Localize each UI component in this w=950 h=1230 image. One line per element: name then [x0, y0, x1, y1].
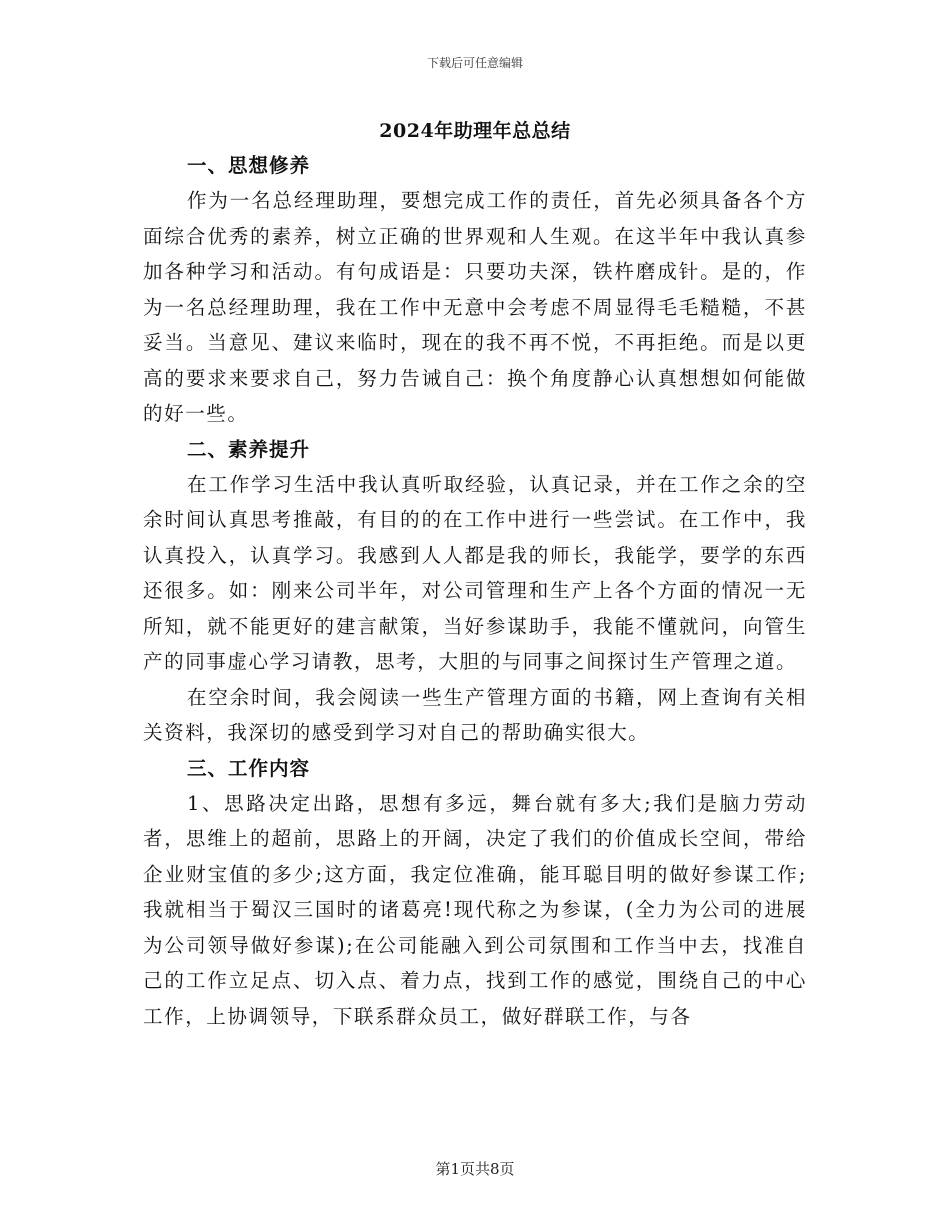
header-note: 下载后可任意编辑: [426, 56, 523, 70]
paragraph: 在空余时间，我会阅读一些生产管理方面的书籍，网上查询有关相关资料，我深切的感受到学习对自己的帮助确实很大。: [143, 685, 807, 744]
paragraph: 在工作学习生活中我认真听取经验，认真记录，并在工作之余的空余时间认真思考推敲，有目的的在工作中进行一些尝试。在工作中，我认真投入，认真学习。我感到人人都是我的师长，我能学，要学的东西还很多。如：刚来公司半年，对公司管理和生产上各个方面的情况一无所知，就不能更好的建言献策，当好参谋助手，我能不懂就问，向管生产的同事虚心学习请教，思考，大胆的与同事之间探讨生产管理之道。: [143, 472, 807, 673]
page-number: 第1页共8页: [435, 1160, 515, 1178]
section-heading-thought: 一、思想修养: [187, 154, 311, 177]
section-heading-quality: 二、素养提升: [187, 437, 311, 461]
paragraph: 作为一名总经理助理，要想完成工作的责任，首先必须具备各个方面综合优秀的素养，树立正确的世界观和人生观。在这半年中我认真参加各种学习和活动。有句成语是：只要功夫深，铁杵磨成针。是的，作为一名总经理助理，我在工作中无意中会考虑不周显得毛毛糙糙，不甚妥当。当意见、建议来临时，现在的我不再不悦，不再拒绝。而是以更高的要求来要求自己，努力告诫自己：换个角度静心认真想想如何能做的好一些。: [143, 189, 807, 425]
document-title: 2024年助理年总总结: [379, 120, 571, 142]
document-body: [143, 148, 807, 1034]
section-heading-work: 三、工作内容: [187, 756, 311, 780]
paragraph: 1、思路决定出路，思想有多远，舞台就有多大;我们是脑力劳动者，思维上的超前，思路上的开阔，决定了我们的价值成长空间，带给企业财宝值的多少;这方面，我定位准确，能耳聪目明的做好参谋工作;我就相当于蜀汉三国时的诸葛亮!现代称之为参谋，(全力为公司的进展为公司领导做好参谋);在公司能融入到公司氛围和工作当中去，找准自己的工作立足点、切入点、着力点，找到工作的感觉，围绕自己的中心工作，上协调领导，下联系群众员工，做好群联工作，与各: [143, 791, 807, 1028]
